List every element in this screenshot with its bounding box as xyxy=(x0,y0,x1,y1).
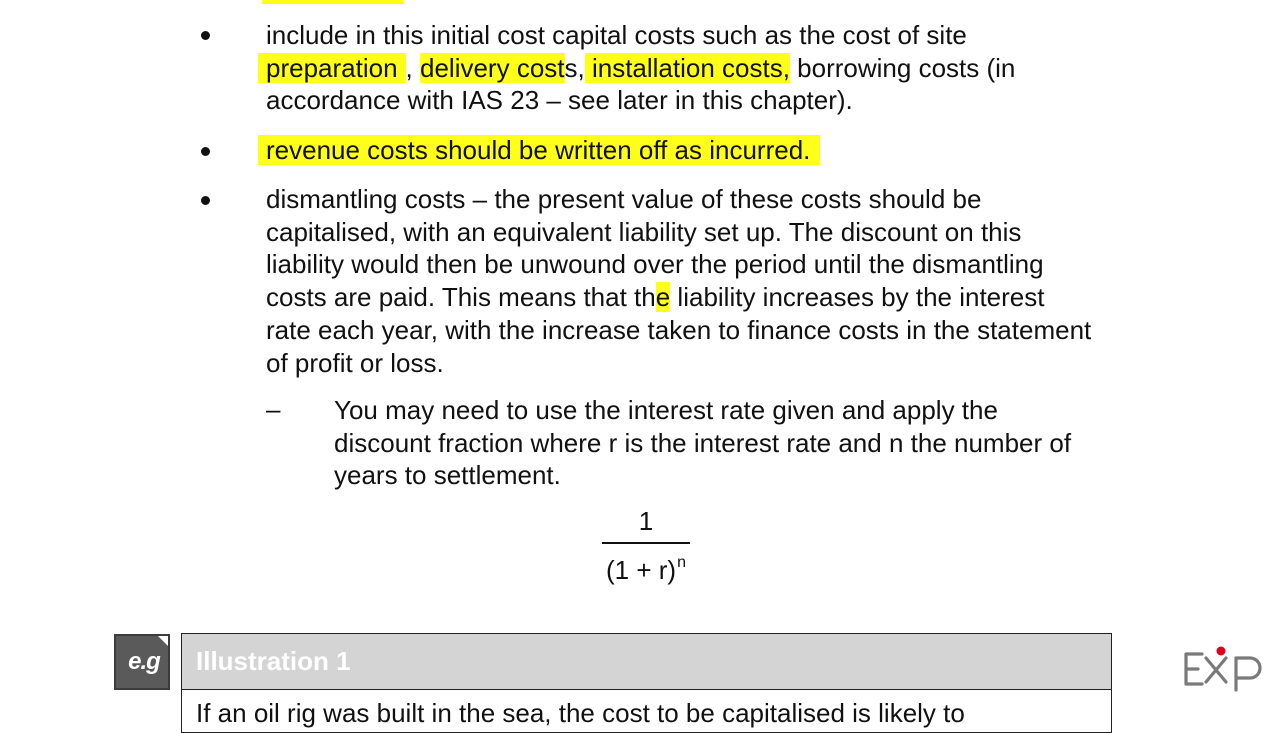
example-badge-icon xyxy=(114,634,170,690)
bullet-marker xyxy=(198,193,212,207)
paragraph-text: borrowing costs (in xyxy=(789,52,1016,83)
highlight-letter: e xyxy=(655,282,671,313)
illustration-box xyxy=(181,633,1112,733)
fraction-denominator xyxy=(600,546,692,587)
bullet-marker xyxy=(198,144,212,158)
highlight-preparation: preparation xyxy=(258,53,406,83)
illustration-title: Illustration 1 xyxy=(196,646,351,676)
bullet-paragraph-initial-cost xyxy=(266,19,1106,117)
logo-accent-dot xyxy=(1217,647,1226,656)
paragraph-text: dismantling costs – the present value of these costs should be capitalised, with an equivalent liability set up. The discount on this liability would then be unwound over the period until the dismantling costs are paid. This means that th xyxy=(266,184,1044,313)
paragraph-text: , xyxy=(405,52,420,83)
discount-fraction-formula xyxy=(600,504,692,587)
example-badge-label: e.g xyxy=(128,648,160,675)
exp-logo-icon xyxy=(1180,644,1268,694)
paragraph-text: include in this initial cost capital costs such as the cost of site xyxy=(266,20,967,50)
exponent: n xyxy=(677,554,686,571)
fraction-numerator: 1 xyxy=(638,506,654,536)
highlight-installation-costs: installation costs, xyxy=(584,52,790,83)
paragraph-text: accordance with IAS 23 – see later in this chapter). xyxy=(266,85,853,116)
bullet-paragraph-revenue-costs xyxy=(266,134,1106,167)
dash-marker: – xyxy=(266,394,281,424)
bullet-marker xyxy=(198,28,212,42)
sub-point-paragraph: You may need to use the interest rate given and apply the discount fraction where r is the interest rate and n the number of years to settlement. xyxy=(334,395,1072,491)
bullet-paragraph-dismantling-costs xyxy=(266,183,1096,379)
highlight-delivery-costs: delivery cost xyxy=(420,52,565,83)
illustration-header xyxy=(182,634,1111,690)
denominator-base: (1 + r) xyxy=(606,555,677,585)
highlight-fragment xyxy=(262,0,404,4)
illustration-body-text: If an oil rig was built in the sea, the cost to be capitalised is likely to xyxy=(196,698,965,728)
paragraph-text: s, xyxy=(564,52,585,83)
paragraph-text: liability increases by the interest rate each year, with the increase taken to finance costs in the statement of profit or loss. xyxy=(266,282,1092,378)
highlight-revenue-costs: revenue costs should be written off as incurred. xyxy=(258,135,820,165)
fraction-bar xyxy=(602,542,690,544)
